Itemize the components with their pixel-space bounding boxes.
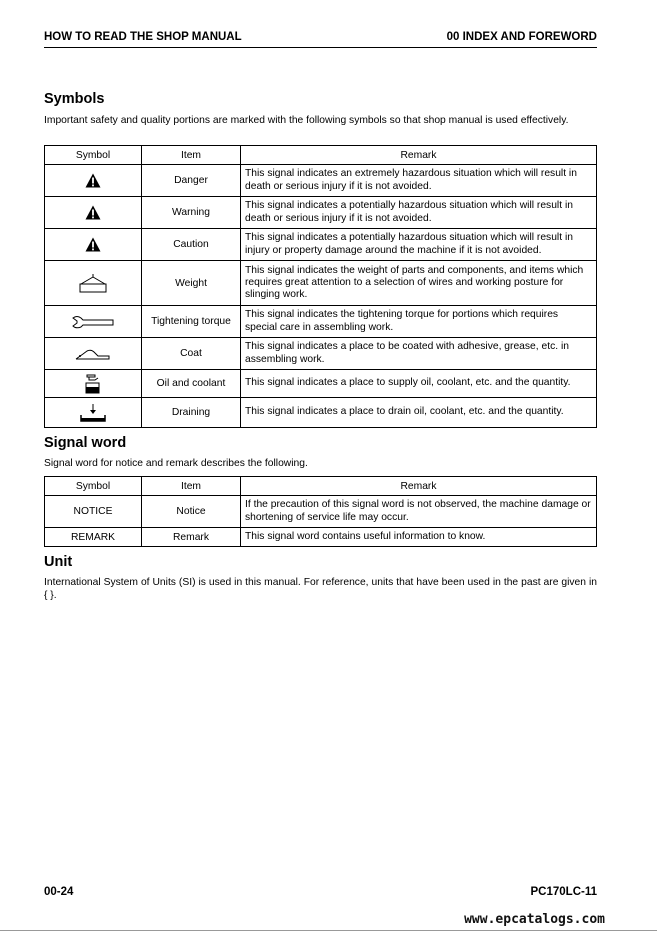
signal-symbol-cell: NOTICE [45,496,142,528]
item-cell: Oil and coolant [142,370,241,398]
col-header-remark: Remark [241,477,597,496]
table-row [45,370,597,398]
header-right: 00 INDEX AND FOREWORD [446,31,597,43]
warning-triangle-icon [85,205,101,220]
symbols-title: Symbols [44,91,105,107]
col-header-remark: Remark [241,146,597,165]
symbol-cell [45,229,142,261]
table-row [45,528,597,547]
item-cell: Remark [142,528,241,547]
table-row [45,398,597,428]
symbol-cell [45,165,142,197]
page-number: 00-24 [44,886,74,898]
col-header-symbol: Symbol [45,477,142,496]
drain-icon [79,403,107,423]
remark-cell: This signal indicates an extremely hazardous situation which will result in death or serious injury if it is not avoided. [241,165,597,197]
item-cell: Tightening torque [142,306,241,338]
warning-triangle-icon [85,173,101,188]
table-row [45,197,597,229]
remark-cell: This signal indicates a place to be coated with adhesive, grease, etc. in assembling work. [241,338,597,370]
item-cell: Caution [142,229,241,261]
bottom-divider [0,930,657,931]
watermark-link[interactable]: www.epcatalogs.com [464,912,605,927]
table-row [45,229,597,261]
col-header-item: Item [142,477,241,496]
table-row [45,165,597,197]
symbol-cell [45,398,142,428]
coat-icon [75,347,111,361]
remark-cell: This signal indicates a place to supply oil, coolant, etc. and the quantity. [241,370,597,398]
unit-title: Unit [44,554,73,570]
item-cell: Danger [142,165,241,197]
remark-cell: This signal indicates a potentially hazardous situation which will result in injury or property damage around the machine if it is not avoided. [241,229,597,261]
remark-cell: If the precaution of this signal word is not observed, the machine damage or shortening of service life may occur. [241,496,597,528]
symbol-cell [45,306,142,338]
item-cell: Weight [142,261,241,306]
col-header-item: Item [142,146,241,165]
oil-can-icon [83,374,103,394]
model-number: PC170LC-11 [530,886,597,898]
table-row [45,261,597,306]
symbol-cell [45,261,142,306]
remark-cell: This signal indicates a place to drain oil, coolant, etc. and the quantity. [241,398,597,428]
warning-triangle-icon [85,237,101,252]
remark-cell: This signal indicates the weight of parts and components, and items which requires great attention to a selection of wires and working posture for slinging work. [241,261,597,306]
signal-word-intro: Signal word for notice and remark describes the following. [44,458,308,469]
signal-word-title: Signal word [44,435,127,451]
signal-word-table [44,476,597,547]
item-cell: Warning [142,197,241,229]
weight-icon [78,273,108,293]
symbol-cell [45,370,142,398]
header-rule [44,47,597,48]
signal-symbol-cell: REMARK [45,528,142,547]
table-row [45,496,597,528]
symbols-intro: Important safety and quality portions are marked with the following symbols so that shop manual is used effectively. [44,115,569,126]
table-header-row [45,477,597,496]
table-row [45,338,597,370]
header-left: HOW TO READ THE SHOP MANUAL [44,31,242,43]
item-cell: Coat [142,338,241,370]
remark-cell: This signal indicates the tightening torque for portions which requires special care in assembling work. [241,306,597,338]
symbols-table [44,145,597,428]
symbol-cell [45,197,142,229]
unit-text: International System of Units (SI) is used in this manual. For reference, units that have been used in the past are given in { }. [44,577,597,601]
table-header-row [45,146,597,165]
wrench-icon [71,315,115,329]
remark-cell: This signal word contains useful information to know. [241,528,597,547]
item-cell: Draining [142,398,241,428]
item-cell: Notice [142,496,241,528]
remark-cell: This signal indicates a potentially hazardous situation which will result in death or serious injury if it is not avoided. [241,197,597,229]
symbol-cell [45,338,142,370]
table-row [45,306,597,338]
col-header-symbol: Symbol [45,146,142,165]
